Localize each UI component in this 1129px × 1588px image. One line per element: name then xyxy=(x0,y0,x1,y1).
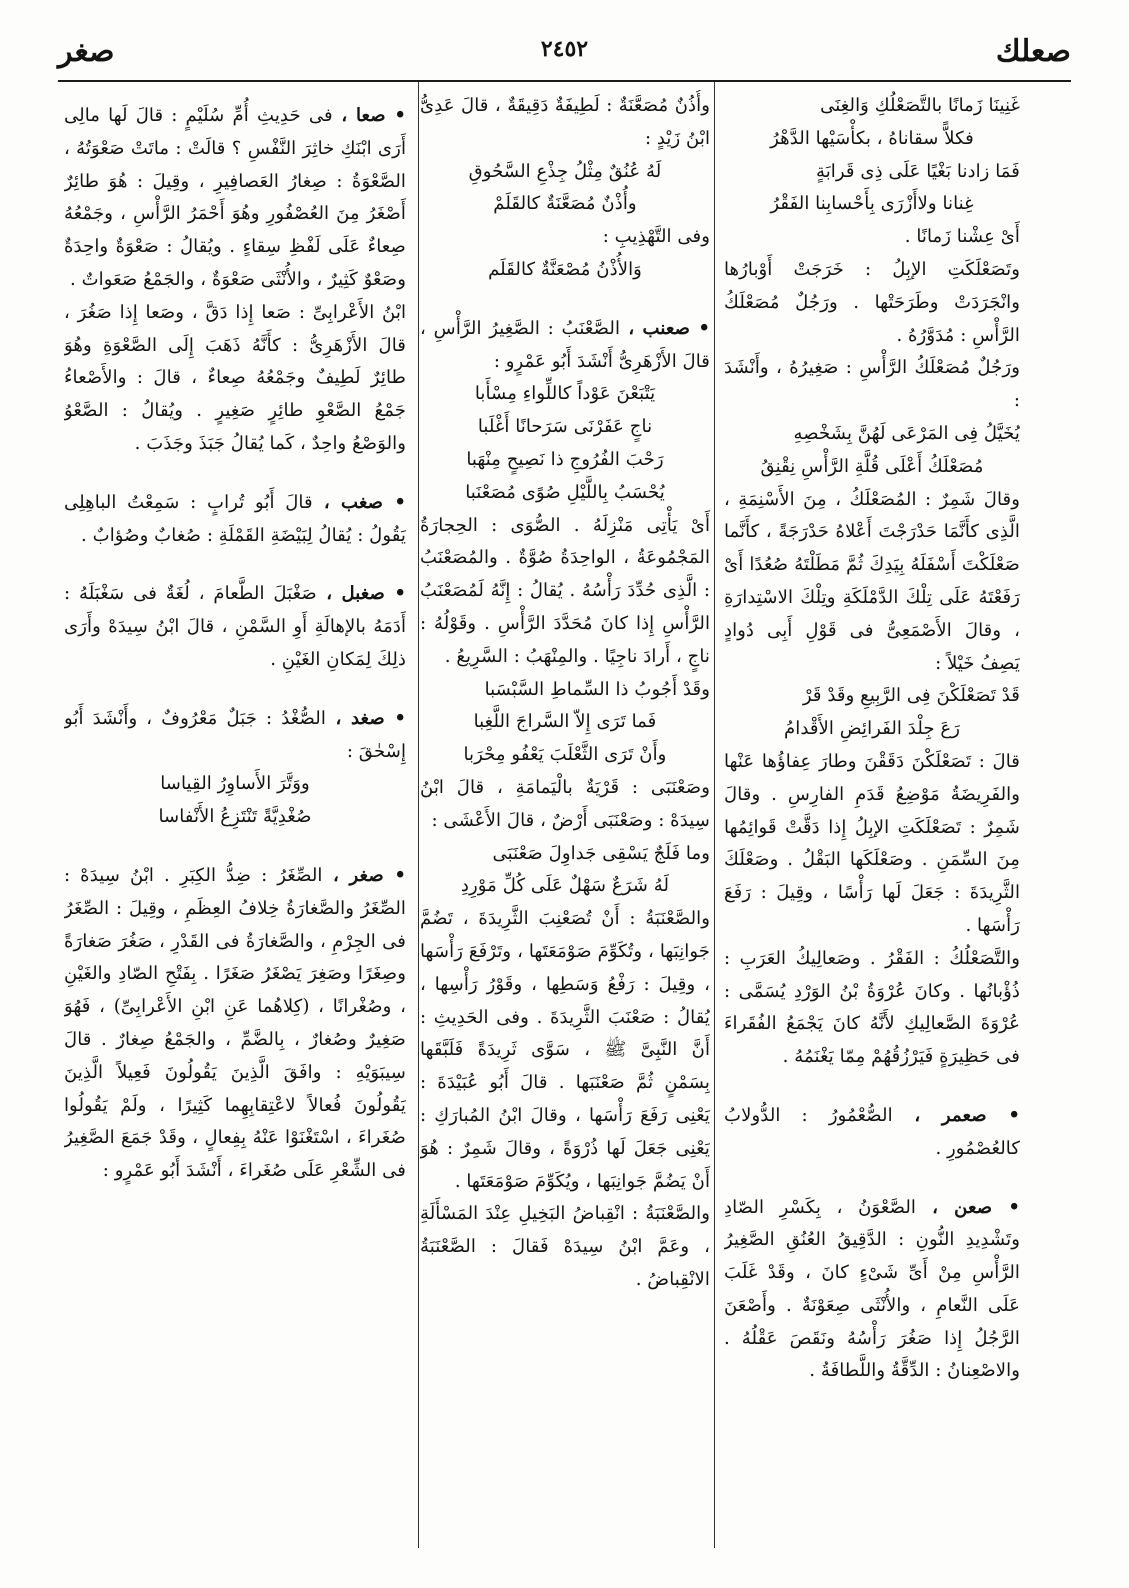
entry-text: الصُّغْدُ : جَبَلٌ مَعْرُوفٌ ، وأَنْشَدَ أَبُو إِسْحٰقَ : xyxy=(64,707,406,762)
entry-text: الصَّعْنَبُ : الصَّغِيرُ الرَّأْسِ ، قالَ الأَزْهَرِىُّ أَنْشَدَ أَبُو عَمْرٍو : xyxy=(420,317,710,372)
page-header xyxy=(58,28,1071,78)
verse-line: رَعَ جِلْدَ الفَرائِضِ الأَقْدامُ xyxy=(784,718,960,740)
dictionary-entry xyxy=(64,703,406,769)
verse-line: لَهُ عُنُقٌ مِثْلُ جِذْعِ السَّحُوقِ xyxy=(468,160,662,182)
paragraph: أَىْ عِشْنا زَمانًا . xyxy=(904,226,1020,248)
dictionary-entry xyxy=(724,1192,1020,1389)
entry-text: صَغْبَلَ الطَّعامَ ، لُغَةٌ فى سَغْبَلَهُ : أَدَمَهُ بالإهالَةِ أَوِ السَّمْنِ ، قالَ ابْنُ سِيدَهْ وأَرَى ذلِكَ لِمَكانِ الغَيْنِ . xyxy=(64,583,406,670)
column-right xyxy=(724,90,1020,1558)
entry-gap xyxy=(724,1166,1020,1182)
entry-headword: • صعمر ، xyxy=(892,1104,1020,1126)
page-number: ٢٤٥٢ xyxy=(540,36,589,62)
verse-line: ووَتَّرَ الأَساوِرُ القِياسا xyxy=(160,773,310,795)
column-divider xyxy=(714,82,715,1548)
paragraph: وصَعْنَبَى : قَرْيَةٌ بالْيَمامَةِ ، قالَ ابْنُ سِيدَهْ : وصَعْنَبَى أَرْضٌ ، قالَ الأَعْشَى : xyxy=(420,776,710,831)
verse-line: وأَنْ تَرَى الثَّعْلَبَ يَعْفُو مِحْرَبا xyxy=(463,744,667,766)
verse-line: وأُذْنٌ مُصَعَّنَةٌ كالقَلَمْ xyxy=(493,193,637,215)
entry-text: الصُّعْمُورُ : الدُّولابُ كالعُصْمُورِ . xyxy=(724,1104,1020,1159)
entry-gap xyxy=(64,677,406,693)
entry-gap xyxy=(64,834,406,850)
paragraph: قَدْ تَصَعْلَكْنَ فِى الرَّبِيعِ وقَدْ قَرْ xyxy=(802,685,1020,707)
paragraph: فَمَا زادنا بَغْيًا عَلَى ذِى قَرابَةٍ xyxy=(815,160,1020,182)
entry-text: قالَ أَبُو تُرابٍ : سَمِعْتُ الباهِلِى يَقُولُ : يُقالُ لِبَيْضَةِ القَمْلَةِ : صُغابٌ وصُؤابٌ . xyxy=(64,491,406,546)
header-right-word: صعلك xyxy=(995,34,1071,69)
verse-line: مُصَعْلَكُ أَعْلَى قُلَّةِ الرَّأْسِ نِقْنِقُ xyxy=(760,455,984,477)
entry-gap xyxy=(64,461,406,477)
verse-line: فكلاًّ سقاناهُ ، بكأْسَيْها الدَّهْرُ xyxy=(770,127,974,149)
paragraph: ورَجُلٌ مُصَعْلَكُ الرَّأْسِ : صَغِيرُهُ ، وأَنْشَدَ : xyxy=(724,357,1020,412)
paragraph: غَنِينَا زَمانًا بالتَّصَعْلُكِ وَالغِنَى xyxy=(820,95,1020,116)
paragraph: والتَّصَعْلُكُ : الفَقْرُ . وصَعالِيكُ العَرَبِ : ذُؤْبانُها . وكانَ عُرْوَةُ بْنُ الوَرْدِ يُسَمَّى : عُرْوَةَ الصَّعالِيكِ لأَنَّهُ كانَ يَجْمَعُ الفُقَراءَ فى حَظِيرَةٍ فَيَرْزُقُهُمْ مِمّا يَغْنَمُهُ . xyxy=(724,947,1020,1068)
paragraph: وأُذُنٌ مُصَعَّنَةٌ : لَطِيفَةٌ دَقِيقَةٌ ، قالَ عَدِىُّ ابْنُ زَيْدٍ : xyxy=(420,95,710,149)
verse-line: لَهُ شَرَعٌ سَهْلٌ عَلَى كُلِّ مَوْرِدِ xyxy=(460,875,670,897)
dictionary-entry xyxy=(420,313,710,379)
paragraph: والصَّعْنَبَةُ : انْقِباضُ البَخِيلِ عِنْدَ المَسْأَلَةِ ، وعَمَّ ابْنُ سِيدَهْ فَقالَ : الصَّعْنَبَةُ الانْقِباضُ . xyxy=(420,1203,710,1290)
verse-line: غِنانا ولاأَزْرَى بِأَحْسابِنا الفَقْرُ xyxy=(770,193,974,215)
entry-text: الصِّغَرُ : ضِدُّ الكِبَرِ . ابْنُ سِيدَهْ : الصِّغَرُ والصَّغارَةُ خِلافُ العِظَمِ ، وقِيلَ : الصِّغَرُ فى الجِرْمِ ، والصَّغارَةُ فى القَدْرِ ، صَغُرَ صَغارَةً وصِغَرًا وصَغِرَ يَصْغَرُ صَغَرًا . بِفَتْحِ الصّادِ والغَيْنِ ، وصُغْرانًا ، (كِلاهُما عَنِ ابْنِ الأَعْرابِىِّ) ، فَهُوَ صَغِيرٌ وصُغارٌ ، بِالضَّمِّ ، والجَمْعُ صِغارٌ . قالَ سِيبَوَيْهِ : وافَقَ الَّذِينَ يَقُولُونَ فَعِيلاً الَّذِينَ يَقُولُونَ فُعالاً لاعْتِقابِهِما كَثِيرًا ، ولَمْ يَقُولُوا صُغَراءَ ، اسْتَغْنَوْا عَنْهُ بِفِعالٍ ، وقَدْ جَمَعَ الصَّغِيرُ فى الشِّعْرِ عَلَى صُغَراءَ ، أَنْشَدَ أَبُو عَمْرٍو : xyxy=(64,864,406,1182)
column-divider xyxy=(418,82,419,1548)
dictionary-entry xyxy=(724,1100,1020,1166)
entry-headword: • صغر ، xyxy=(322,864,406,886)
verse-line: ناجٍ عَفَرْنَى سَرَحانًا أَغْلَبا xyxy=(477,416,653,438)
dictionary-entry xyxy=(64,100,406,297)
verse-line: يُحْسَبُ بِاللَّيْلِ صُوًى مُصَعْنَبا xyxy=(465,481,665,503)
entry-gap xyxy=(420,287,710,303)
paragraph: وفى التَّهْذِيبِ : xyxy=(602,226,710,248)
entry-headword: • صغد ، xyxy=(325,707,406,729)
entry-text: الصَّعْوَنُ ، بِكَسْرِ الصّادِ وتَشْدِيدِ النُّونِ : الدَّقِيقُ العُنُقِ الصَّغِيرُ الرَّأْسِ مِنْ أَىِّ شَىْءٍ كانَ ، وقَدْ غَلَبَ عَلَى النَّعامِ ، والأُنْثَى صِعَوْنَةٌ . وأَصْعَنَ الرَّجُلُ إِذا صَغُرَ رَأْسُهُ ونَقَصَ عَقْلُهُ . والاصْعِنانُ : الدِّقَّةُ واللَّطافَةُ . xyxy=(724,1196,1020,1382)
paragraph: وقَدْ أَجُوبُ ذا السِّماطِ السَّبْسَبا xyxy=(484,678,710,700)
dictionary-entry xyxy=(64,487,406,553)
paragraph: أَىْ يَأْتِى مَنْزِلَهُ . الصُّوَى : الحِجارَةُ المَجْمُوعَةُ ، الواحِدَةُ صُوَّةٌ . والمُصَعْنَبُ : الَّذِى حُدِّدَ رَأْسُهُ . يُقالُ : إِنَّهُ لَمُصَعْنَبُ الرَّأْسِ إِذا كانَ مُحَدَّدَ الرَّأْسِ . وقَوْلُهُ : ناجٍ ، أَرادَ ناجِيًا . والمِنْهَبُ : السَّرِيعُ . xyxy=(420,514,710,667)
column-left xyxy=(64,90,406,1558)
header-left-word: صغر xyxy=(58,34,115,69)
entry-headword: • صعنب ، xyxy=(620,317,710,339)
column-middle xyxy=(420,90,710,1558)
verse-line: يَتْبَعْنَ عَوْداً كاللِّواءِ مِسْأَبا xyxy=(474,383,656,405)
header-rule xyxy=(58,80,1071,82)
paragraph: يُخَيَّلُ فِى المَرْعَى لَهُنَّ بِشَخْصِهِ xyxy=(793,422,1020,444)
verse-line: رَحْبَ الفُرُوجِ ذا نَصِيحٍ مِنْهَبا xyxy=(466,448,664,470)
paragraph: قالَ : تَصَعْلَكْنَ دَقَقْنَ وطارَ عِفاؤُها عَنْها والفَرِيضَةُ مَوْضِعُ قَدَمِ الفارِسِ . وقالَ شَمِرٌ : تَصَعْلَكَتِ الإبِلُ إِذا دَقَّتْ قَوائِمُها مِنَ السِّمَنِ . وصَعْلَكَها البَقْلُ . وصَعْلَكَ الثَّرِيدَةَ : جَعَلَ لَها رَأْسًا ، وقِيلَ : رَفَعَ رَأْسَها . xyxy=(724,750,1020,936)
paragraph: ابْنُ الأَعْرابِىِّ : صَعا إِذا دَقَّ ، وصَعا إِذا صَغُرَ ، قالَ الأَزْهَرِىُّ : كأَنَّهُ ذَهَبَ إِلَى الصَّعْوَةِ وهُوَ طائِرٌ لَطِيفٌ وجَمْعُهُ صِعاءٌ ، قالَ : والأَصْعاءُ جَمْعُ الصَّعْوِ طائِرٍ صَغِيرٍ . ويُقالُ : الصَّعْوُ والوَصْعُ واحِدٌ ، كَما يُقالُ جَبَذَ وجَذَبَ . xyxy=(64,301,406,454)
entry-headword: • صعن ، xyxy=(915,1196,1020,1218)
paragraph: وتَصَعْلَكَتِ الإبِلُ : خَرَجَتْ أَوْبارُها وانْجَرَدَتْ وطَرَحَتْها . ورَجُلٌ مُصَعْلَكُ الرَّأْسِ : مُدَوَّرُهُ . xyxy=(724,258,1020,346)
paragraph: وما فَلَجٌ يَسْقِى جَداوِلَ صَعْنَبَى xyxy=(492,842,710,864)
entry-text: فى حَدِيثِ أُمِّ سُلَيْمٍ : قالَ لَها مالِى أَرَى ابْنَكِ خاثِرَ النَّفْسِ ؟ قالَتْ : ماتَتْ صَعْوَتُهُ ، الصَّعْوَةُ : صِغارُ العَصافِيرِ ، وقِيلَ : هُوَ طائِرٌ أَصْغَرُ مِنَ العُصْفُورِ وهُوَ أَحْمَرُ الرَّأْسِ ، وجَمْعُهُ صِعاءٌ عَلَى لَفْظِ سِقاءٍ . ويُقالُ : صَعْوَةٌ واحِدَةٌ وصَعْوٌ كَثِيرٌ ، والأُنْثَى صَعْوَةٌ ، والجَمْعُ صَعَواتٌ . xyxy=(64,105,406,290)
entry-headword: • صغب ، xyxy=(312,491,406,513)
verse-line: وَالأُذْنُ مُصْعَنَّةٌ كالقَلَم xyxy=(488,258,642,280)
paragraph: وقالَ شَمِرٌ : المُصَعْلَكُ ، مِنَ الأَسْنِمَةِ ، الَّذِى كأَنَّمَا حَدْرَجْتَ أَعْلاهُ حَدْرَجَةً ، كأَنَّما صَعْلَكْتَ أَسْفَلَهُ بِيَدِكَ ثُمَّ مَطَلْتَهُ صُعُدًا أَىْ رَفَعْتَهُ عَلَى تِلْكَ الدَّمْلَكَةِ وتِلْكَ الاسْتِدارَةِ ، وقالَ الأَصْمَعِىُّ فى قَوْلِ أَبِى دُوادٍ يَصِفُ خَيْلاً : xyxy=(724,488,1020,674)
entry-gap xyxy=(724,1074,1020,1090)
verse-line: فَما تَرَى إِلاّ السَّراجَ اللَّغِبا xyxy=(473,711,657,733)
entry-headword: • صغبل ، xyxy=(316,583,406,605)
dictionary-entry xyxy=(64,578,406,676)
entry-gap xyxy=(64,552,406,568)
entry-headword: • صعا ، xyxy=(332,105,406,126)
paragraph: والصَّعْنَبَةُ : أَنْ تُصَعْنِبَ الثَّرِيدَةَ ، تَضُمَّ جَوانِبَها ، وتُكَوِّمَ صَوْمَعَتَها ، وتَرْفَعَ رَأْسَها ، وقِيلَ : رَفْعُ وَسَطِها ، وقَوْرُ رَأْسِها ، يُقالُ : صَعْنَبَ الثَّرِيدَةَ . وفى الحَدِيثِ : أَنَّ النَّبِىَّ ﷺ ، سَوَّى ثَرِيدَةً فَلَبَّقَها بِسَمْنٍ ثُمَّ صَعْنَبَها . قالَ أَبُو عُبَيْدَةَ : يَعْنِى رَفَعَ رَأْسَها ، وقالَ ابْنُ المُبارَكِ : يَعْنِى جَعَلَ لَها ذُرْوَةً ، وقالَ شَمِرٌ : هُوَ أَنْ يَضُمَّ جَوانِبَها ، ويُكَوِّمَ صَوْمَعَتَها . xyxy=(420,908,710,1192)
dictionary-entry xyxy=(64,860,406,1188)
verse-line: صُغْدِيَّةً تَنْتَزِعُ الأَنْفاسا xyxy=(158,806,312,828)
